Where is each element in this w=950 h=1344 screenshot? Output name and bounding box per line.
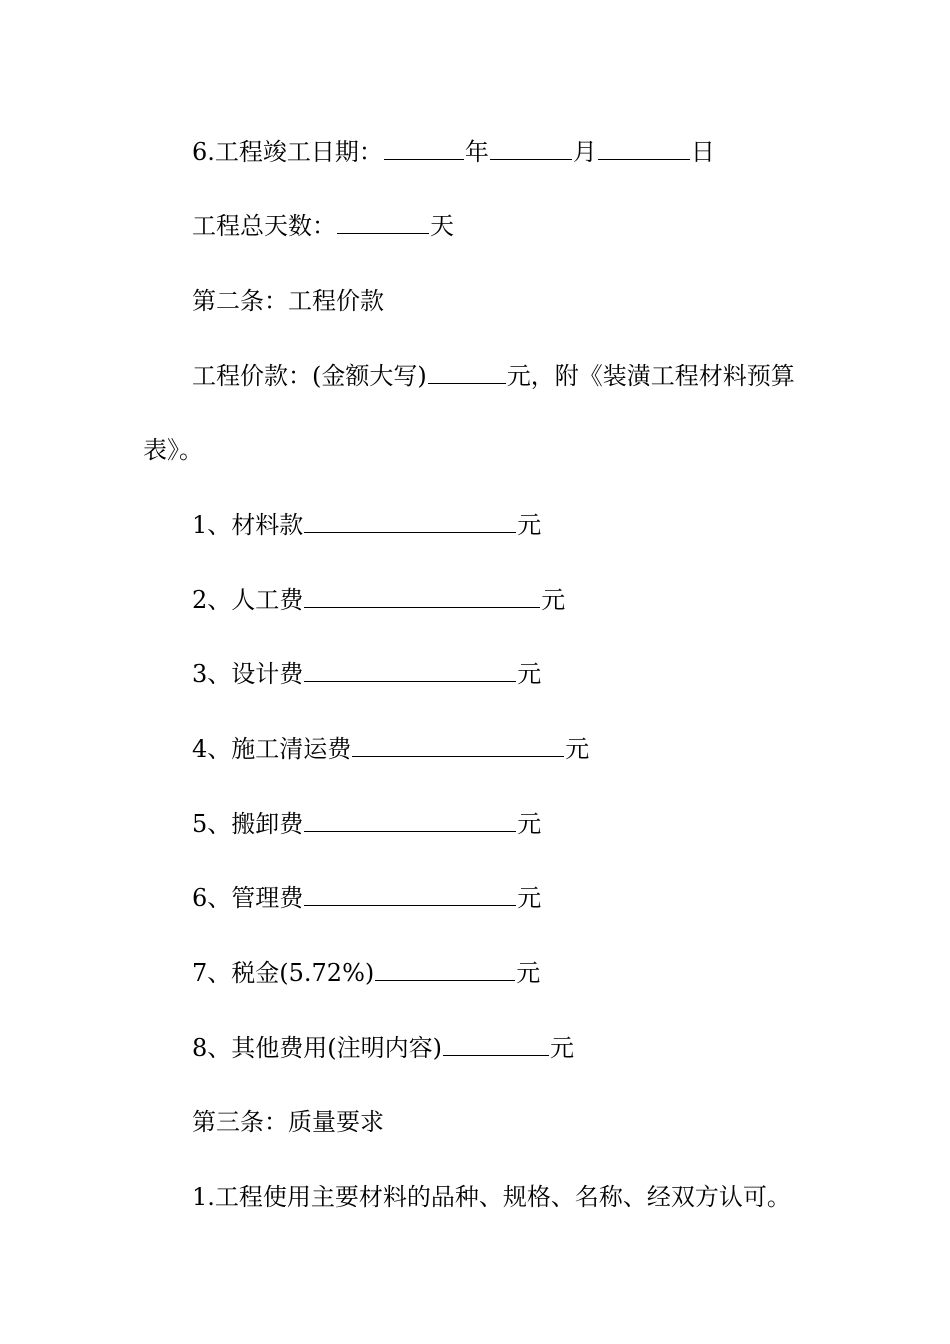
- cost-item-label: 6、管理费: [192, 884, 304, 912]
- day-label: 日: [690, 138, 715, 166]
- cost-item-unit: 元: [517, 511, 542, 539]
- completion-date-line: [192, 137, 715, 167]
- cost-item-unit: 元: [516, 959, 541, 987]
- cost-item-blank[interactable]: [304, 809, 516, 832]
- article-3-heading: 第三条：质量要求: [192, 1108, 384, 1136]
- price-blank[interactable]: [428, 361, 506, 384]
- price-line: [192, 361, 795, 391]
- article-2-heading: 第二条：工程价款: [192, 287, 384, 315]
- price-continuation: 表》。: [143, 436, 203, 464]
- month-blank[interactable]: [490, 137, 572, 160]
- cost-item-blank[interactable]: [304, 659, 516, 682]
- year-label: 年: [464, 138, 489, 166]
- cost-item-moving: [192, 809, 541, 839]
- cost-item-unit: 元: [517, 660, 542, 688]
- cost-item-unit: 元: [541, 586, 566, 614]
- cost-item-unit: 元: [517, 810, 542, 838]
- cost-item-materials: [192, 510, 541, 540]
- cost-item-unit: 元: [517, 884, 542, 912]
- total-days-line: [192, 211, 454, 241]
- cost-item-blank[interactable]: [304, 883, 516, 906]
- month-label: 月: [572, 138, 597, 166]
- cost-item-design: [192, 659, 541, 689]
- cost-item-label: 5、搬卸费: [192, 810, 304, 838]
- cost-item-unit: 元: [550, 1034, 574, 1062]
- total-days-blank[interactable]: [337, 211, 429, 234]
- cost-item-labor: [192, 585, 565, 615]
- total-days-unit: 天: [430, 212, 454, 240]
- cost-item-blank[interactable]: [352, 734, 564, 757]
- cost-item-label: 3、设计费: [192, 660, 304, 688]
- cost-item-label: 1、材料款: [192, 511, 304, 539]
- cost-item-blank[interactable]: [375, 958, 515, 981]
- cost-item-other: [192, 1033, 574, 1063]
- quality-item-1: 1.工程使用主要材料的品种、规格、名称、经双方认可。: [192, 1183, 791, 1211]
- cost-item-label: 4、施工清运费: [192, 735, 352, 763]
- completion-date-label: 6.工程竣工日期：: [192, 138, 383, 166]
- cost-item-cleanup: [192, 734, 589, 764]
- cost-item-label: 7、税金(5.72%): [192, 959, 375, 987]
- cost-item-blank[interactable]: [443, 1033, 549, 1056]
- price-suffix: 元，附《装潢工程材料预算: [506, 362, 795, 390]
- total-days-label: 工程总天数：: [192, 212, 336, 240]
- cost-item-blank[interactable]: [304, 585, 540, 608]
- year-blank[interactable]: [384, 137, 464, 160]
- cost-item-management: [192, 883, 541, 913]
- day-blank[interactable]: [598, 137, 690, 160]
- cost-item-unit: 元: [565, 735, 590, 763]
- cost-item-label: 8、其他费用(注明内容): [192, 1034, 442, 1062]
- cost-item-label: 2、人工费: [192, 586, 304, 614]
- cost-item-blank[interactable]: [304, 510, 516, 533]
- cost-item-tax: [192, 958, 540, 988]
- price-label: 工程价款：(金额大写): [192, 362, 427, 390]
